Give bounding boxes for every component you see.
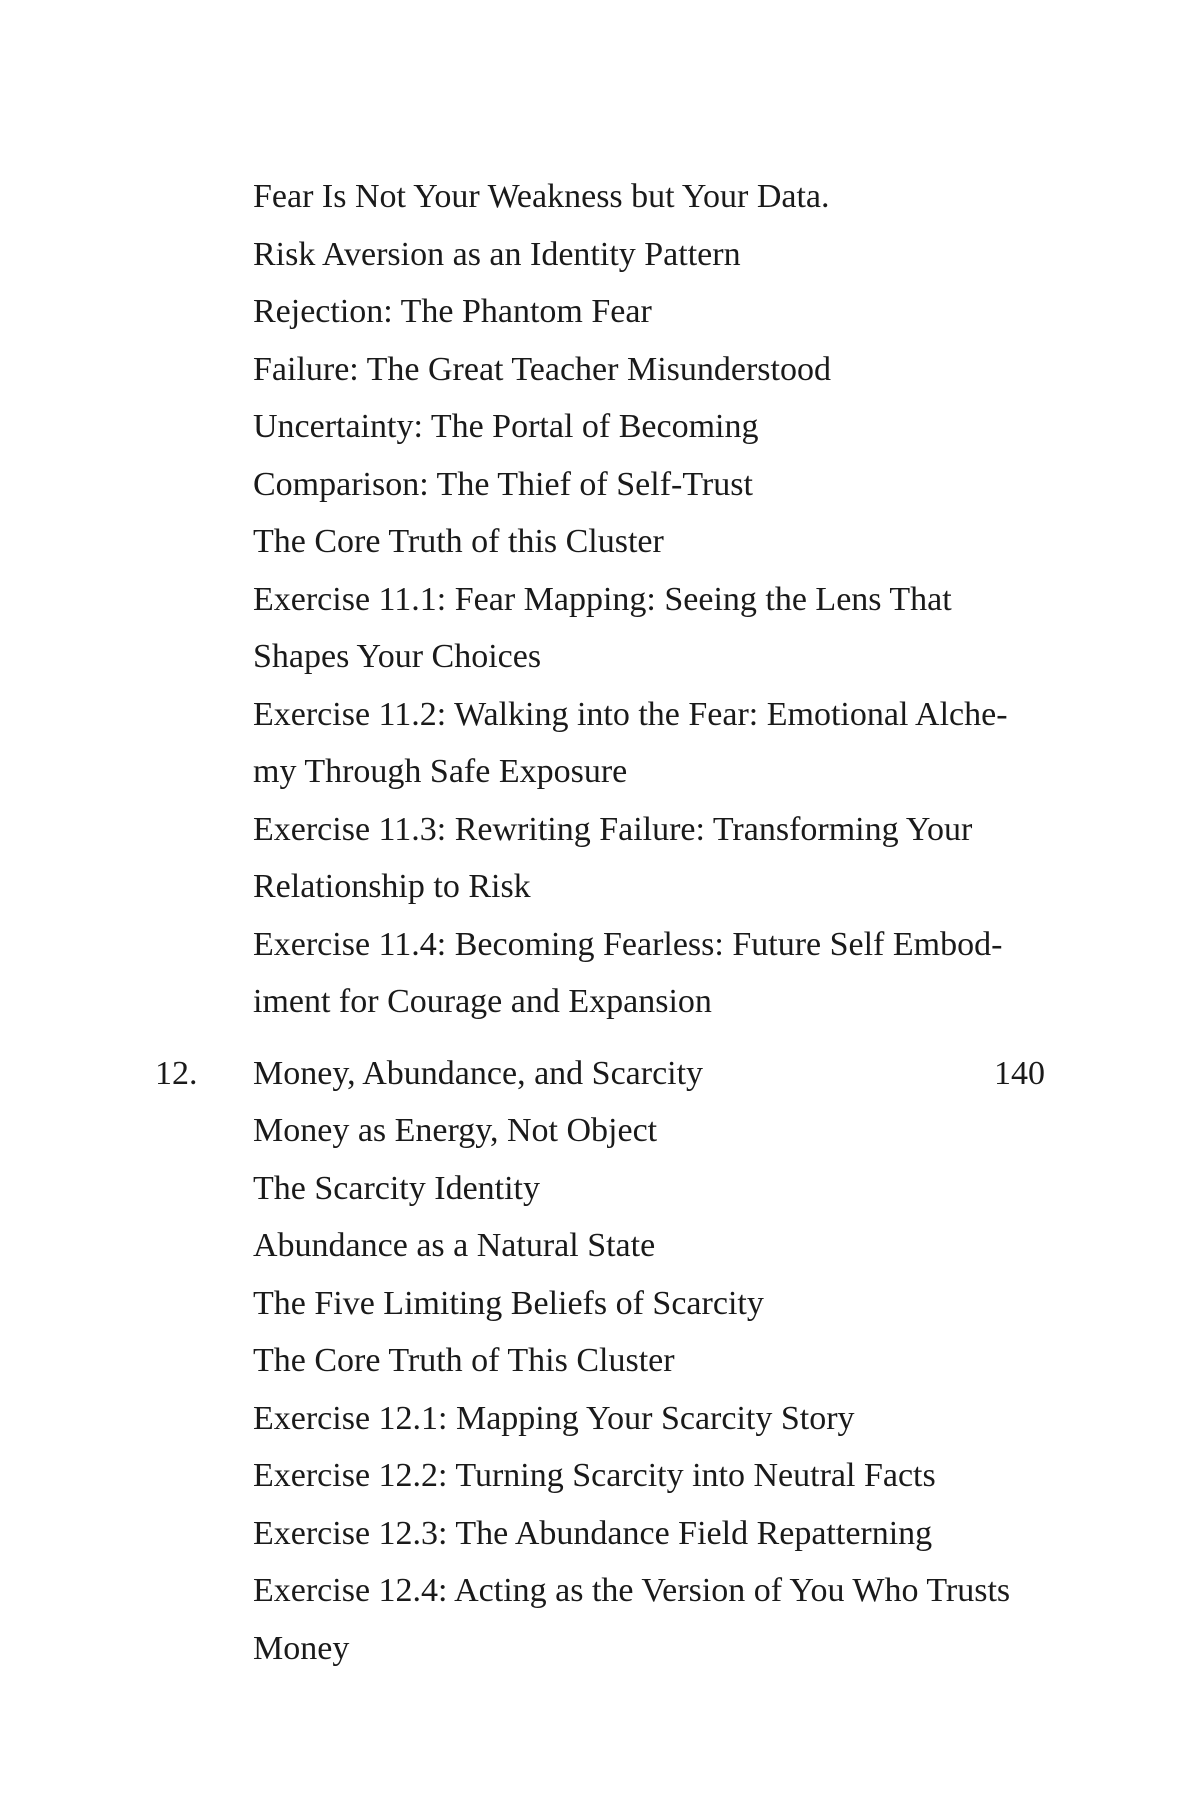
- chapter-page-number: 140: [994, 1054, 1045, 1092]
- chapter-12-subsections: [155, 1102, 1045, 1677]
- toc-subsection: The Core Truth of This Cluster: [253, 1342, 675, 1379]
- toc-subsection: Money as Energy, Not Object: [253, 1112, 658, 1149]
- toc-exercise: Exercise 12.3: The Abundance Field Repatterning: [253, 1514, 933, 1552]
- chapter-11-subsections: [155, 168, 1045, 1031]
- toc-exercise-continued: my Through Safe Exposure: [253, 753, 628, 790]
- toc-subsection: Failure: The Great Teacher Misunderstood: [253, 350, 831, 388]
- toc-exercise-continued: iment for Courage and Expansion: [253, 983, 712, 1020]
- toc-exercise: Exercise 12.4: Acting as the Version of You Who Trusts: [253, 1572, 1011, 1609]
- chapter-title: Money, Abundance, and Scarcity: [253, 1054, 704, 1092]
- toc-exercise: Exercise 12.1: Mapping Your Scarcity Story: [253, 1399, 855, 1437]
- toc-exercise: Exercise 11.2: Walking into the Fear: Emotional Alche-: [253, 695, 1008, 733]
- toc-exercise: Exercise 11.3: Rewriting Failure: Transforming Your: [253, 810, 973, 848]
- toc-exercise-continued: Money: [253, 1629, 350, 1667]
- chapter-number: 12.: [155, 1054, 198, 1092]
- toc-exercise: Exercise 12.2: Turning Scarcity into Neutral Facts: [253, 1457, 936, 1494]
- toc-exercise: Exercise 11.4: Becoming Fearless: Future Self Embod-: [253, 925, 1003, 963]
- toc-chapter-12: [155, 1045, 1045, 1103]
- toc-subsection: Abundance as a Natural State: [253, 1227, 656, 1264]
- toc-subsection: Comparison: The Thief of Self-Trust: [253, 465, 753, 503]
- toc-exercise-continued: Shapes Your Choices: [253, 638, 542, 675]
- toc-exercise: Exercise 11.1: Fear Mapping: Seeing the Lens That: [253, 580, 952, 618]
- toc-subsection: Risk Aversion as an Identity Pattern: [253, 235, 741, 273]
- toc-subsection: The Five Limiting Beliefs of Scarcity: [253, 1284, 764, 1322]
- toc-subsection: Rejection: The Phantom Fear: [253, 293, 652, 330]
- table-of-contents: [155, 168, 1045, 1677]
- toc-subsection: Uncertainty: The Portal of Becoming: [253, 408, 759, 445]
- toc-subsection: Fear Is Not Your Weakness but Your Data.: [253, 178, 830, 215]
- toc-exercise-continued: Relationship to Risk: [253, 868, 531, 905]
- toc-subsection: The Scarcity Identity: [253, 1169, 541, 1207]
- toc-subsection: The Core Truth of this Cluster: [253, 523, 664, 560]
